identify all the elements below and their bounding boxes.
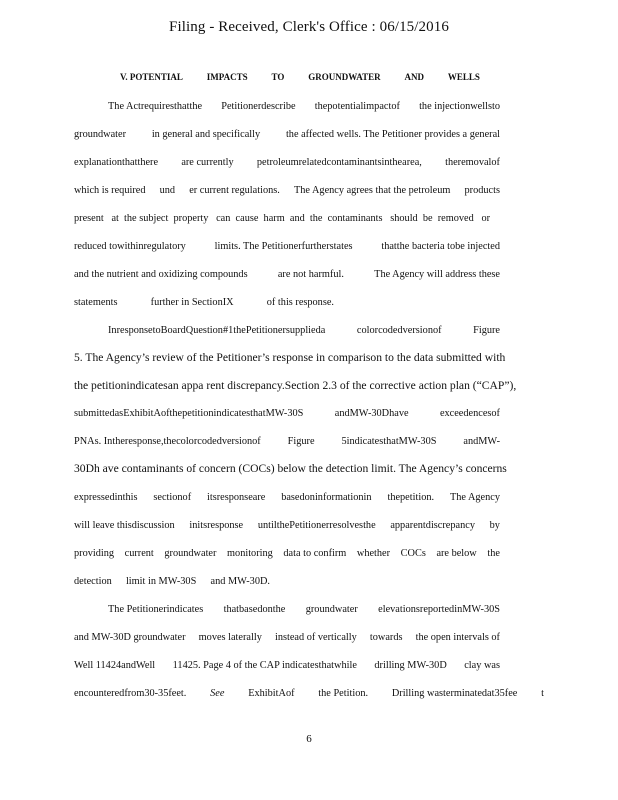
heading-word: AND xyxy=(404,72,425,82)
filing-header: Filing - Received, Clerk's Office : 06/15/2016 xyxy=(169,19,449,35)
body-line-20 xyxy=(74,631,500,644)
text-run: detection xyxy=(74,576,112,587)
text-run: towards xyxy=(369,632,403,643)
text-run: data to confirm xyxy=(283,548,347,559)
body-line-10: 5. The Agency’s review of the Petitioner’s response in comparison to the data submitted with xyxy=(74,351,506,364)
text-run: thepotentialimpactof xyxy=(314,101,400,112)
body-line-12 xyxy=(74,407,500,420)
text-run: Petitionerdescribe xyxy=(221,101,296,112)
text-run: The Agency xyxy=(449,492,500,503)
text-run: by xyxy=(489,520,500,531)
text-run: theremovalof xyxy=(445,157,500,168)
text-run: 11425. Page 4 of the CAP indicatesthatwhile xyxy=(172,660,357,671)
text-run: the Petition. xyxy=(318,688,369,699)
text-run: the open intervals of xyxy=(415,632,500,643)
heading-word: WELLS xyxy=(447,72,480,82)
text-run: instead of vertically xyxy=(274,632,357,643)
text-run: Section 2.3 of the corrective action plan (“CAP”), xyxy=(284,379,517,392)
text-run: The Agency will address these xyxy=(374,269,500,280)
text-run: Drilling wasterminatedat35fee xyxy=(391,688,518,699)
text-run: groundwater xyxy=(164,548,217,559)
see-citation: See xyxy=(210,688,225,699)
text-run: Well 11424andWell xyxy=(74,660,156,671)
text-run: Figure xyxy=(473,325,500,336)
text-run: further in SectionIX xyxy=(150,297,234,308)
text-run: apparentdiscrepancy xyxy=(390,520,475,531)
text-run: andMW-30Dhave xyxy=(334,408,409,419)
body-line-19 xyxy=(108,603,500,616)
text-run: will leave thisdiscussion xyxy=(74,520,175,531)
text-run: explanationthatthere xyxy=(74,157,159,168)
text-run: untilthePetitionerresolvesthe xyxy=(257,520,376,531)
text-run: current xyxy=(124,548,154,559)
text-run: clay was xyxy=(464,660,500,671)
text-run: moves laterally xyxy=(198,632,262,643)
text-run: and MW-30D groundwater xyxy=(74,632,186,643)
text-run: The Agency agrees that the petroleum xyxy=(293,185,451,196)
text-run: statements xyxy=(74,297,118,308)
body-line-6 xyxy=(74,240,500,253)
body-line-14: 30Dh ave contaminants of concern (COCs) below the detection limit. The Agency’s concerns xyxy=(74,462,507,475)
text-run: petroleumrelatedcontaminantsinthearea, xyxy=(256,157,422,168)
page-number: 6 xyxy=(306,733,312,745)
heading-word: GROUNDWATER xyxy=(308,72,381,82)
text-run: limits. The Petitionerfurtherstates xyxy=(214,241,353,252)
text-run: COCs xyxy=(400,548,426,559)
text-run: The Actrequiresthatthe xyxy=(108,101,203,112)
text-run: reduced towithinregulatory xyxy=(74,241,186,252)
text-run: thatthe bacteria tobe injected xyxy=(381,241,500,252)
text-run: products xyxy=(464,185,500,196)
heading-word: IMPACTS xyxy=(206,72,248,82)
text-run: monitoring xyxy=(227,548,273,559)
body-line-2 xyxy=(74,128,500,141)
text-run: which is required xyxy=(74,185,146,196)
text-run: The Petitionerindicates xyxy=(108,604,204,615)
text-run: the xyxy=(487,548,500,559)
body-line-8 xyxy=(74,296,334,309)
text-run: groundwater xyxy=(74,129,127,140)
text-run: und xyxy=(159,185,176,196)
text-run: groundwater xyxy=(305,604,358,615)
body-line-22 xyxy=(74,687,544,700)
text-run: the affected wells. The Petitioner provides a general xyxy=(285,129,500,140)
text-run: an appa rent discrepancy. xyxy=(167,379,285,392)
text-run: elevationsreportedinMW-30S xyxy=(378,604,500,615)
body-line-1 xyxy=(108,100,500,113)
text-run: providing xyxy=(74,548,115,559)
text-run: and MW-30D. xyxy=(210,576,270,587)
text-run: Figure xyxy=(287,436,315,447)
text-run: 5indicatesthatMW-30S xyxy=(341,436,437,447)
text-run: are not harmful. xyxy=(277,269,344,280)
text-run: encounteredfrom30-35feet. xyxy=(74,688,187,699)
body-line-3 xyxy=(74,156,500,169)
text-run: InresponsetoBoardQuestion#1thePetitionersupplieda xyxy=(108,325,326,336)
text-run: PNAs. Intheresponse,thecolorcodedversionof xyxy=(74,436,261,447)
text-run: itsresponseare xyxy=(207,492,266,503)
body-line-21 xyxy=(74,659,500,672)
body-line-16 xyxy=(74,519,500,532)
text-run: of this response. xyxy=(266,297,334,308)
body-line-7 xyxy=(74,268,500,281)
heading-word: V. POTENTIAL xyxy=(120,72,183,82)
text-run: limit in MW-30S xyxy=(125,576,197,587)
body-line-11 xyxy=(74,379,517,392)
text-run: indicates xyxy=(126,379,168,392)
text-run: present at the subject property can cause harm and the contaminants should be removed or xyxy=(74,213,491,224)
text-run: exceedencesof xyxy=(439,408,500,419)
text-run: submittedasExhibitAofthepetitionindicatesthatMW-30S xyxy=(74,408,304,419)
text-run: thatbasedonthe xyxy=(223,604,286,615)
body-line-9 xyxy=(108,324,500,337)
text-run: t xyxy=(541,688,544,699)
text-run: sectionof xyxy=(153,492,192,503)
body-line-18 xyxy=(74,575,270,588)
text-run: basedoninformationin xyxy=(281,492,372,503)
body-line-17 xyxy=(74,547,500,560)
body-line-4 xyxy=(74,184,500,197)
section-heading xyxy=(120,72,480,82)
heading-word: TO xyxy=(271,72,285,82)
text-run: thepetition. xyxy=(387,492,435,503)
body-line-15 xyxy=(74,491,500,504)
body-line-5 xyxy=(74,212,500,225)
text-run: the injectionwellsto xyxy=(419,101,500,112)
text-run: ExhibitAof xyxy=(248,688,295,699)
text-run: colorcodedversionof xyxy=(356,325,442,336)
text-run: initsresponse xyxy=(189,520,244,531)
body-line-13 xyxy=(74,435,500,448)
text-run: andMW- xyxy=(463,436,500,447)
text-run: whether xyxy=(356,548,391,559)
text-run: in general and specifically xyxy=(151,129,261,140)
text-run: er current regulations. xyxy=(189,185,280,196)
text-run: expressedinthis xyxy=(74,492,138,503)
text-run: the petition xyxy=(74,379,127,392)
text-run: are currently xyxy=(181,157,234,168)
text-run: drilling MW-30D xyxy=(374,660,447,671)
text-run: and the nutrient and oxidizing compounds xyxy=(74,269,248,280)
text-run: are below xyxy=(436,548,477,559)
